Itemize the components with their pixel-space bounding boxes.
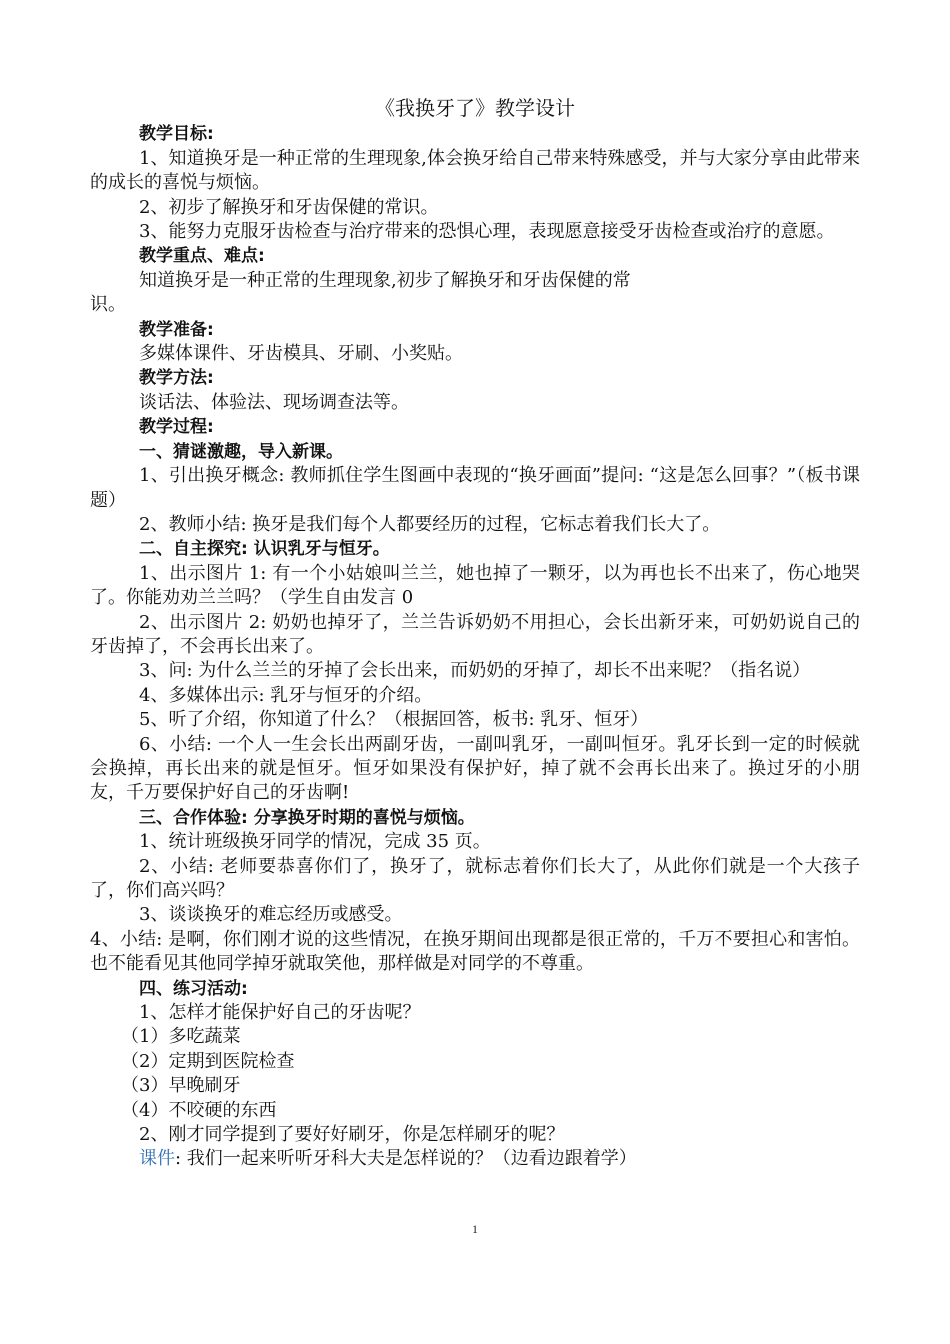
part1-heading: 一、猜谜激趣，导入新课。 bbox=[139, 441, 343, 462]
objectives-heading: 教学目标: bbox=[139, 124, 214, 145]
page-number: 1 bbox=[472, 1222, 478, 1236]
part2-heading: 二、自主探究: 认识乳牙与恒牙。 bbox=[139, 539, 390, 560]
document-title: 《我换牙了》教学设计 bbox=[375, 96, 575, 120]
process-heading: 教学过程: bbox=[139, 417, 214, 438]
objective-item: 1、知道换牙是一种正常的生理现象,体会换牙给自己带来特殊感受，并与大家分享由此带来的成长的喜悦与烦恼。 bbox=[90, 147, 860, 194]
objective-item: 2、初步了解换牙和牙齿保健的常识。 bbox=[139, 196, 439, 218]
part2-item: 2、出示图片 2: 奶奶也掉牙了，兰兰告诉奶奶不用担心，会长出新牙来，可奶奶说自己的牙齿掉了，不会再长出来了。 bbox=[90, 611, 860, 657]
part4-question: 1、怎样才能保护好自己的牙齿呢？ bbox=[139, 1002, 421, 1024]
kejian-text: : 我们一起来听听牙科大夫是怎样说的？（边看边跟着学） bbox=[175, 1148, 637, 1170]
part4-option: （4）不咬硬的东西 bbox=[121, 1099, 277, 1121]
part2-item: 1、出示图片 1: 有一个小姑娘叫兰兰，她也掉了一颗牙，以为再也长不出来了，伤心地哭了。你能劝劝兰兰吗？（学生自由发言 0 bbox=[90, 562, 860, 609]
kejian-label: 课件 bbox=[139, 1148, 175, 1170]
part3-heading: 三、合作体验: 分享换牙时期的喜悦与烦恼。 bbox=[139, 807, 475, 828]
part2-item: 3、问: 为什么兰兰的牙掉了会长出来，而奶奶的牙掉了，却长不出来呢？（指名说） bbox=[139, 660, 811, 682]
method-text: 谈话法、体验法、现场调查法等。 bbox=[139, 391, 409, 413]
part2-item: 6、小结: 一个人一生会长出两副牙齿，一副叫乳牙，一副叫恒牙。乳牙长到一定的时候就会换掉，再长出来的就是恒牙。恒牙如果没有保护好，掉了就不会再长出来了。换过牙的小朋友，千万要保护好自己的牙齿啊! bbox=[90, 733, 860, 804]
part2-item: 5、听了介绍，你知道了什么？（根据回答，板书: 乳牙、恒牙） bbox=[139, 709, 649, 731]
preparation-heading: 教学准备: bbox=[139, 319, 214, 340]
part3-item: 3、谈谈换牙的难忘经历或感受。 bbox=[139, 904, 403, 926]
part1-item: 2、教师小结: 换牙是我们每个人都要经历的过程，它标志着我们长大了。 bbox=[139, 513, 721, 535]
document-page bbox=[90, 96, 860, 1172]
part1-item: 1、引出换牙概念: 教师抓住学生图画中表现的“换牙画面”提问: “这是怎么回事？”（板书课题） bbox=[90, 465, 860, 511]
preparation-text: 多媒体课件、牙齿模具、牙刷、小奖贴。 bbox=[139, 343, 463, 365]
part4-option: （3）早晚刷牙 bbox=[121, 1075, 241, 1097]
part4-option: （2）定期到医院检查 bbox=[121, 1050, 295, 1072]
part4-option: （1）多吃蔬菜 bbox=[121, 1026, 241, 1048]
part3-item: 1、统计班级换牙同学的情况，完成 35 页。 bbox=[139, 831, 491, 853]
part3-item: 2、小结: 老师要恭喜你们了，换牙了，就标志着你们长大了，从此你们就是一个大孩子了，你们高兴吗？ bbox=[90, 855, 860, 901]
key-points-text: 知道换牙是一种正常的生理现象,初步了解换牙和牙齿保健的常 bbox=[139, 269, 631, 291]
part4-heading: 四、练习活动: bbox=[139, 978, 248, 999]
kejian-line bbox=[90, 1147, 860, 1171]
key-points-heading: 教学重点、难点: bbox=[139, 246, 265, 267]
method-heading: 教学方法: bbox=[139, 368, 214, 389]
objective-item: 3、能努力克服牙齿检查与治疗带来的恐惧心理，表现愿意接受牙齿检查或治疗的意愿。 bbox=[139, 221, 835, 243]
key-points-text-cont: 识。 bbox=[90, 294, 126, 316]
part2-item: 4、多媒体出示: 乳牙与恒牙的介绍。 bbox=[139, 684, 433, 706]
part3-summary: 4、小结: 是啊，你们刚才说的这些情况，在换牙期间出现都是很正常的，千万不要担心和害怕。也不能看见其他同学掉牙就取笑他，那样做是对同学的不尊重。 bbox=[90, 928, 860, 975]
part4-question: 2、刚才同学提到了要好好刷牙，你是怎样刷牙的呢？ bbox=[139, 1124, 565, 1146]
